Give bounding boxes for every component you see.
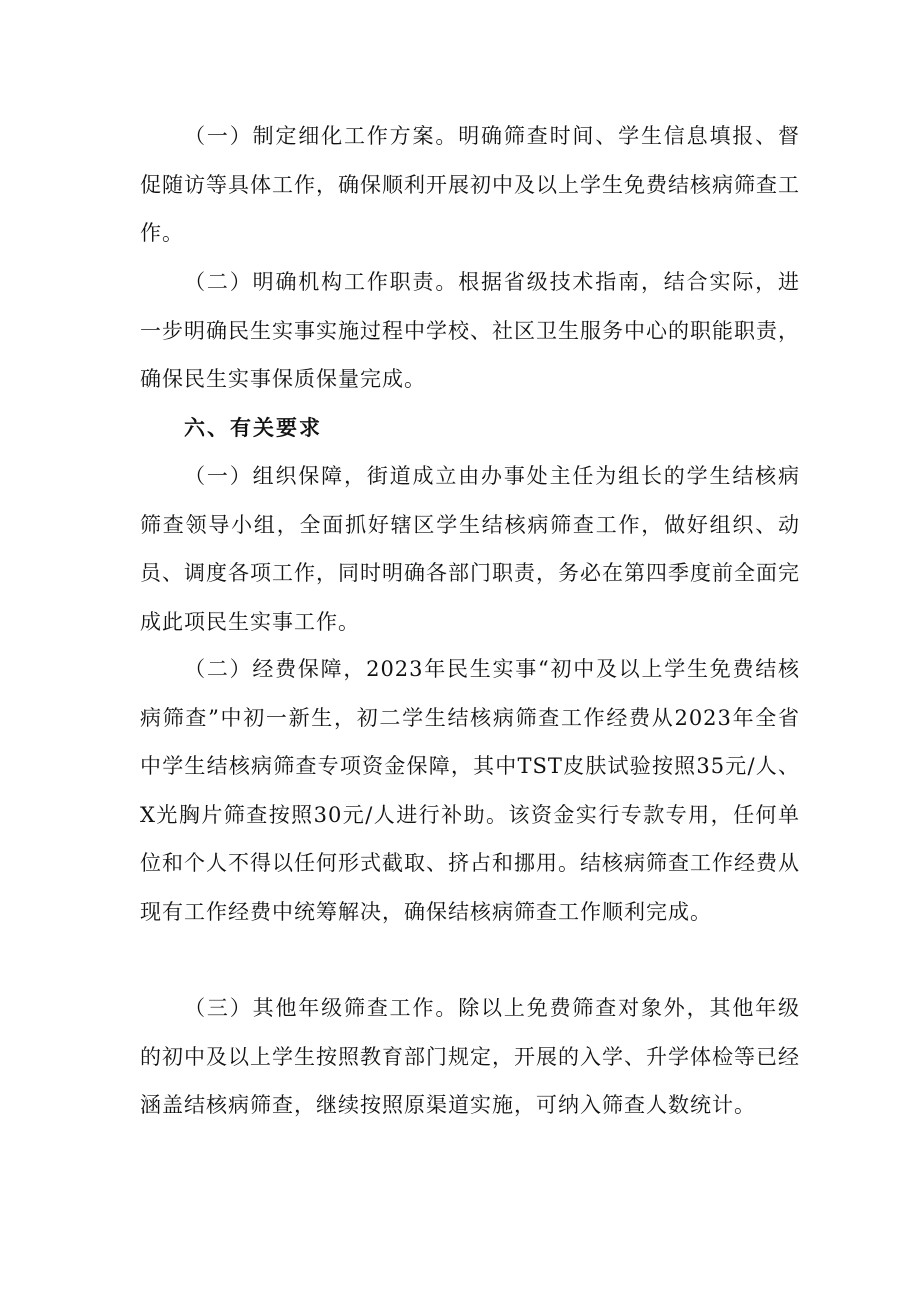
paragraph-organization-guarantee: （一）组织保障，街道成立由办事处主任为组长的学生结核病筛查领导小组，全面抓好辖区学生结核病筛查工作，做好组织、动员、调度各项工作，同时明确各部门职责，务必在第四季度前全面完成此项民生实事工作。 [140, 464, 800, 634]
section-heading-requirements: 六、有关要求 [184, 416, 322, 440]
paragraph-funding-guarantee: （二）经费保障，2023年民生实事“初中及以上学生免费结核病筛查”中初一新生，初二学生结核病筛查工作经费从2023年全省中学生结核病筛查专项资金保障，其中TST皮肤试验按照35元/人、X光胸片筛查按照30元/人进行补助。该资金实行专款专用，任何单位和个人不得以任何形式截取、挤占和挪用。结核病筛查工作经费从现有工作经费中统筹解决，确保结核病筛查工作顺利完成。 [140, 657, 800, 924]
paragraph-other-grades: （三）其他年级筛查工作。除以上免费筛查对象外，其他年级的初中及以上学生按照教育部门规定，开展的入学、升学体检等已经涵盖结核病筛查，继续按照原渠道实施，可纳入筛查人数统计。 [140, 996, 800, 1117]
paragraph-work-plan: （一）制定细化工作方案。明确筛查时间、学生信息填报、督促随访等具体工作，确保顺利开展初中及以上学生免费结核病筛查工作。 [140, 124, 800, 245]
paragraph-institution-duties: （二）明确机构工作职责。根据省级技术指南，结合实际，进一步明确民生实事实施过程中学校、社区卫生服务中心的职能职责，确保民生实事保质保量完成。 [140, 270, 800, 391]
